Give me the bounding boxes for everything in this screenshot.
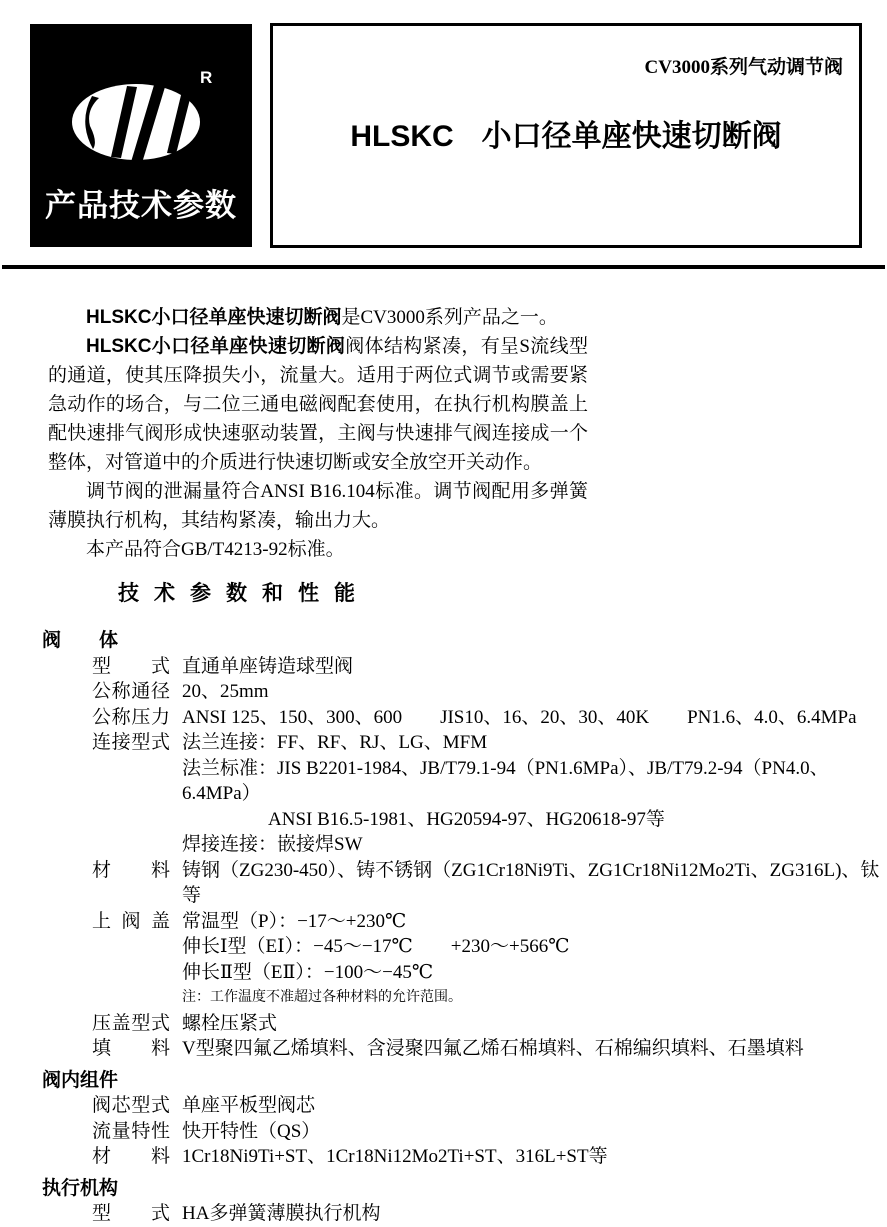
spec-continuation-line: 伸长Ⅱ型（EⅡ）：−100～−45℃	[182, 961, 434, 983]
title-box	[270, 23, 862, 248]
spec-value: V型聚四氟乙烯填料、含浸聚四氟乙烯石棉填料、石棉编织填料、石墨填料	[182, 1038, 804, 1059]
spec-value: 单座平板型阀芯	[182, 1095, 316, 1116]
spec-value: 法兰连接：FF、RF、RJ、LG、MFM	[182, 732, 488, 753]
spec-label: 连接型式	[92, 732, 170, 753]
spec-continuation-line: 注：工作温度不准超过各种材料的允许范围。	[182, 990, 462, 1005]
title-name: 小口径单座快速切断阀	[481, 120, 782, 153]
document-content	[0, 303, 887, 1227]
spec-continuation-line: 伸长Ⅰ型（EⅠ）：−45～−17℃ +230～+566℃	[182, 936, 570, 957]
paragraph	[48, 477, 588, 535]
spec-label: 公称通径	[92, 681, 170, 702]
spec-section-title: 阀 体	[42, 630, 119, 651]
spec-value: 常温型（P）：−17～+230℃	[182, 910, 407, 932]
spec-row	[0, 1119, 887, 1145]
paragraph-text: 阀体结构紧凑，有呈S流线型的通道，使其压降损失小，流量大。适用于两位式调节或需要紧急动作的场合，与二位三通电磁阀配套使用，在执行机构膜盖上配快速排气阀形成快速驱动装置，主阀与快速排气阀连接成一个整体，对管道中的介质进行快速切断或安全放空开关动作。	[48, 336, 588, 473]
spec-label: 型式	[92, 1203, 170, 1224]
spec-row	[0, 1093, 887, 1119]
registered-trademark: R	[200, 68, 213, 87]
spec-value: 快开特性（QS）	[182, 1120, 321, 1142]
spec-label: 型式	[92, 655, 170, 677]
paragraph	[48, 535, 588, 564]
company-logo-icon	[30, 34, 252, 194]
paragraph-text: 调节阀的泄漏量符合ANSI B16.104标准。调节阀配用多弹簧薄膜执行机构，其结构紧凑，输出力大。	[48, 481, 588, 531]
spec-row	[0, 654, 887, 680]
spec-row	[0, 730, 887, 858]
spec-continuation-line: 法兰标准：JIS B2201-1984、JB/T79.1-94（PN1.6MPa）、JB/T79.2-94（PN4.0、6.4MPa）	[182, 757, 829, 804]
spec-label: 公称压力	[92, 706, 170, 728]
spec-continuation-line: 焊接连接：嵌接焊SW	[182, 834, 363, 855]
spec-row	[0, 679, 887, 705]
section-heading: 技术参数和性能	[118, 582, 370, 605]
spec-label: 流量特性	[92, 1120, 170, 1142]
title-model: HLSKC	[350, 120, 454, 153]
spec-section	[0, 1068, 887, 1170]
logo-caption: 产品技术参数	[45, 188, 237, 223]
spec-value: ANSI 125、150、300、600 JIS10、16、20、30、40K PN1.6、4.0、6.4MPa	[182, 706, 857, 728]
spec-value: 1Cr18Ni9Ti+ST、1Cr18Ni12Mo2Ti+ST、316L+ST等	[182, 1146, 608, 1167]
spec-row	[0, 1144, 887, 1170]
spec-value: 螺栓压紧式	[182, 1012, 278, 1034]
spec-section	[0, 1176, 887, 1227]
spec-label: 填料	[92, 1038, 170, 1059]
paragraph-text: 本产品符合GB/T4213-92标准。	[86, 539, 345, 560]
spec-value: 直通单座铸造球型阀	[182, 655, 354, 677]
spec-continuation-line: ANSI B16.5-1981、HG20594-97、HG20618-97等	[268, 808, 665, 830]
page-title	[273, 111, 859, 155]
intro-paragraphs	[48, 303, 588, 564]
spec-value: 20、25mm	[182, 681, 269, 702]
spec-section-title: 阀内组件	[42, 1069, 119, 1091]
spec-section	[0, 628, 887, 1062]
spec-row	[0, 1036, 887, 1062]
spec-label: 压盖型式	[92, 1012, 170, 1034]
spec-list	[0, 628, 887, 1227]
horizontal-rule	[2, 265, 885, 269]
series-label: CV3000系列气动调节阀	[644, 57, 843, 78]
spec-row	[0, 858, 887, 909]
spec-row	[0, 1011, 887, 1037]
bold-product-name: HLSKC小口径单座快速切断阀	[86, 307, 342, 328]
spec-row	[0, 909, 887, 1011]
spec-section-title: 执行机构	[42, 1177, 119, 1199]
spec-row	[0, 1201, 887, 1227]
spec-label: 材料	[92, 859, 170, 881]
spec-label: 上阀盖	[92, 910, 170, 932]
spec-label: 阀芯型式	[92, 1095, 170, 1116]
spec-value: 铸钢（ZG230-450）、铸不锈钢（ZG1Cr18Ni9Ti、ZG1Cr18Ni12Mo2Ti、ZG316L)、钛等	[182, 859, 880, 906]
logo-box	[30, 24, 252, 247]
paragraph-text: 是CV3000系列产品之一。	[341, 307, 558, 328]
spec-row	[0, 705, 887, 731]
bold-product-name: HLSKC小口径单座快速切断阀	[86, 336, 346, 357]
paragraph	[48, 332, 588, 477]
spec-label: 材料	[92, 1146, 170, 1167]
paragraph	[48, 303, 588, 332]
spec-value: HA多弹簧薄膜执行机构	[182, 1203, 381, 1224]
